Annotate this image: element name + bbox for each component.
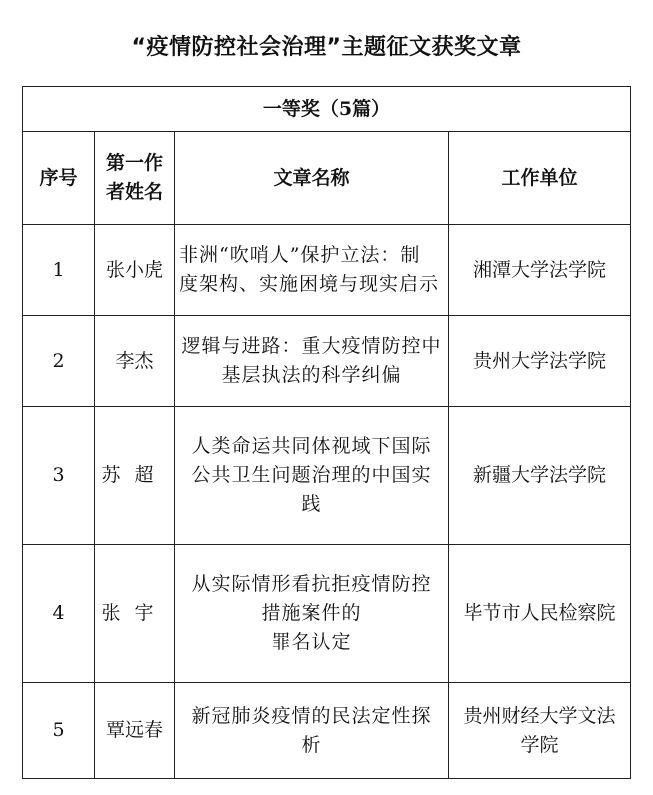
row-author: 李杰 [95,316,175,407]
row-author: 覃远春 [95,683,175,779]
col-header-no: 序号 [23,132,95,225]
row-no: 4 [23,545,95,683]
row-unit: 新疆大学法学院 [449,407,631,545]
title-line: 新冠肺炎疫情的民法定性探 [191,704,432,727]
title-line: 措施案件的 [261,602,362,624]
row-unit: 湘潭大学法学院 [449,225,631,316]
row-author: 苏超 [95,407,175,545]
title-line: 公共卫生问题治理的中国实 [191,464,432,486]
row-unit: 毕节市人民检察院 [449,545,631,683]
award-heading-row [23,87,631,132]
row-unit [449,683,631,779]
unit-line: 学院 [520,733,559,756]
title-line: 非洲“吹哨人”保护立法：制 [179,244,421,266]
title-line: 从实际情形看抗拒疫情防控 [191,573,432,595]
row-author: 张小虎 [95,225,175,316]
row-title [175,316,449,407]
table-row [23,683,631,779]
row-title [175,683,449,779]
table-row [23,545,631,683]
header-row [23,132,631,225]
row-unit: 贵州大学法学院 [449,316,631,407]
title-line: 逻辑与进路：重大疫情防控中 [181,335,442,357]
table-row [23,407,631,545]
title-line: 人类命运共同体视域下国际 [191,435,432,457]
title-line: 度架构、实施困境与现实启示 [179,273,440,295]
row-no: 1 [23,225,95,316]
award-heading: 一等奖（5篇） [23,87,631,132]
row-author: 张宇 [95,545,175,683]
row-no: 3 [23,407,95,545]
row-no: 2 [23,316,95,407]
document-title: “疫情防控社会治理”主题征文获奖文章 [131,35,522,60]
col-header-author [95,132,175,225]
table-row [23,225,631,316]
row-title [175,545,449,683]
row-title [175,407,449,545]
unit-line: 贵州财经大学文法 [463,704,616,727]
col-header-article: 文章名称 [175,132,449,225]
row-no: 5 [23,683,95,779]
table-row [23,316,631,407]
col-header-author-line1: 第一作 [105,152,163,174]
col-header-unit: 工作单位 [449,132,631,225]
awards-table [22,86,631,779]
row-title [175,225,449,316]
title-line: 践 [301,493,322,515]
title-line: 罪名认定 [271,631,352,653]
col-header-author-line2: 者姓名 [105,181,163,203]
title-line: 基层执法的科学纠偏 [221,364,402,386]
title-line: 析 [301,733,322,756]
